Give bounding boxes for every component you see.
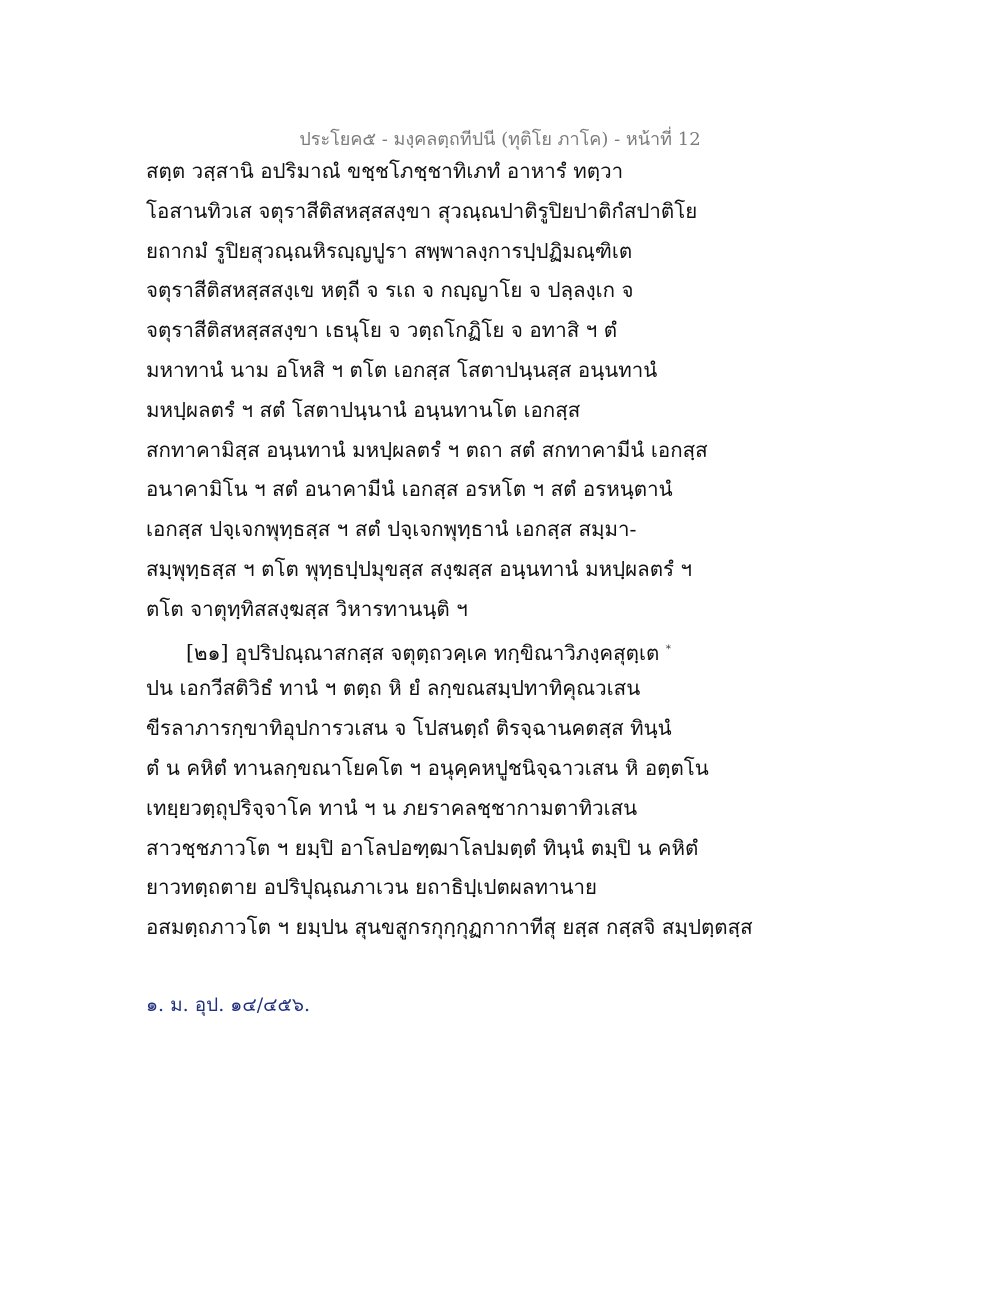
text-line: ตโต จาตุทฺทิสสงฺฆสฺส วิหารทานนฺติ ฯ bbox=[146, 596, 468, 621]
text-line: อสมตฺถภาวโต ฯ ยมฺปน สุนขสูกรกุกฺกุฏกากาทีสุ ยสฺส กสฺสจิ สมฺปตฺตสฺส bbox=[146, 915, 753, 940]
text-line: ตํ น คหิตํ ทานลกฺขณาโยคโต ฯ อนุคฺคหปูชนิจฺฉาวเสน หิ อตฺตโน bbox=[146, 755, 709, 780]
text-line: โอสานทิวเส จตุราสีติสหสฺสสงฺขา สุวณฺณปาติรูปิยปาติกํสปาติโย bbox=[146, 198, 698, 223]
text-line: ยถากมํ รูปิยสุวณฺณหิรญฺญปูรา สพฺพาลงฺการปฺปฏิมณฺฑิเต bbox=[146, 238, 633, 263]
text-line: จตุราสีติสหสฺสสงฺเข หตฺถี จ รเถ จ กญฺญาโย จ ปลฺลงฺเก จ bbox=[146, 278, 634, 303]
text-line: สกทาคามิสฺส อนฺนทานํ มหปฺผลตรํ ฯ ตถา สตํ สกทาคามีนํ เอกสฺส bbox=[146, 437, 708, 462]
text-line-content: [๒๑] อุปริปณฺณาสกสฺส จตุตฺถวคฺเค ทกฺขิณาวิภงฺคสุตฺเต bbox=[186, 640, 660, 665]
text-line: มหาทานํ นาม อโหสิ ฯ ตโต เอกสฺส โสตาปนฺนสฺส อนฺนทานํ bbox=[146, 357, 658, 382]
footnote-marker: * bbox=[665, 643, 671, 655]
text-line: ปน เอกวีสติวิธํ ทานํ ฯ ตตฺถ หิ ยํ ลกฺขณสมฺปทาทิคุณวเสน bbox=[146, 676, 641, 701]
text-line: มหปฺผลตรํ ฯ สตํ โสตาปนฺนานํ อนฺนทานโต เอกสฺส bbox=[146, 397, 581, 422]
text-line: เทยฺยวตฺถุปริจฺจาโค ทานํ ฯ น ภยราคลชฺชากามตาทิวเสน bbox=[146, 795, 638, 820]
text-line: เอกสฺส ปจฺเจกพุทฺธสฺส ฯ สตํ ปจฺเจกพุทฺธานํ เอกสฺส สมฺมา- bbox=[146, 517, 637, 542]
footnote: ๑. ม. อุป. ๑๔/๔๕๖. bbox=[146, 994, 310, 1016]
text-line: สตฺต วสฺสานิ อปริมาณํ ขชฺชโภชฺชาทิเภทํ อาหารํ ทตฺวา bbox=[146, 159, 624, 183]
body-text bbox=[146, 152, 753, 948]
text-line: สาวชฺชภาวโต ฯ ยมฺปิ อาโลปอฑฺฒาโลปมตฺตํ ทินฺนํ ตมฺปิ น คหิตํ bbox=[146, 835, 699, 860]
running-header: ประโยค๕ - มงฺคลตฺถทีปนี (ทุติโย ภาโค) - หน้าที่ 12 bbox=[299, 129, 701, 150]
text-line: อนาคามิโน ฯ สตํ อนาคามีนํ เอกสฺส อรหโต ฯ สตํ อรหนฺตานํ bbox=[146, 477, 673, 502]
text-line: ขีรลาภารกฺขาทิอุปการวเสน จ โปสนตฺถํ ติรจฺฉานคตสฺส ทินฺนํ bbox=[146, 716, 672, 741]
paragraph-start-line bbox=[146, 630, 746, 670]
text-line: สมฺพุทฺธสฺส ฯ ตโต พุทฺธปฺปมุขสฺส สงฺฆสฺส อนฺนทานํ มหปฺผลตรํ ฯ bbox=[146, 556, 693, 581]
text-line: ยาวทตฺถตาย อปริปุณฺณภาเวน ยถาธิปฺเปตผลทานาย bbox=[146, 875, 598, 900]
text-line: จตุราสีติสหสฺสสงฺขา เธนุโย จ วตฺถโกฏิโย จ อทาสิ ฯ ตํ bbox=[146, 318, 618, 343]
